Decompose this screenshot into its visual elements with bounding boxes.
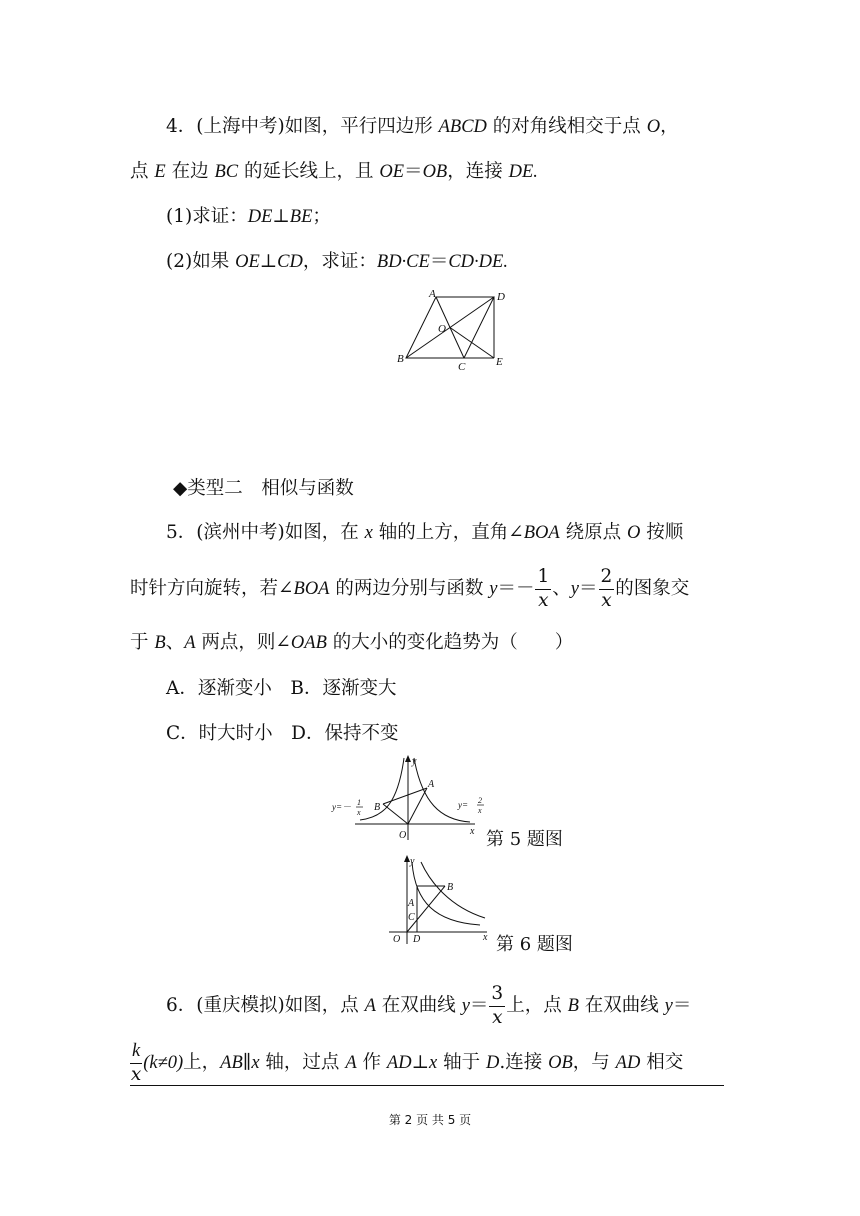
q5-line-3: 于 B、A 两点，则∠OAB 的大小的变化趋势为（ ） <box>130 632 574 653</box>
q5-fraction-neg: $\frac{1}{x}$ <box>537 566 550 611</box>
q6-label-y: y <box>410 856 415 867</box>
q6-label-x: x <box>483 932 488 943</box>
q5-curve-label-pos: y= <box>458 800 469 810</box>
q5-fraction-pos: $\frac{2}{x}$ <box>600 566 613 611</box>
q6-fraction-kx: $\frac{k}{x}$ <box>130 1041 142 1085</box>
page-footer: 第 2 页 共 5 页 <box>388 1113 472 1127</box>
q6-hyperbola-figure <box>385 852 495 947</box>
q5-options-cd: C．时大时小 D．保持不变 <box>166 723 399 744</box>
q4-sub-2: (2)如果 OE⊥CD，求证：BD·CE＝CD·DE. <box>166 251 508 272</box>
q6-label-B: B <box>447 882 454 893</box>
q4-parallelogram-figure <box>392 285 512 375</box>
q6-label-O: O <box>393 934 401 945</box>
q6-figure-caption: 第 6 题图 <box>496 934 573 955</box>
q5-label-O: O <box>399 830 407 841</box>
q5-label-A: A <box>428 779 435 790</box>
q6-line-1: 6．(重庆模拟)如图，点 A 在双曲线 y＝ $\frac{3}{x}$ 上，点 B 在双曲线 y＝ <box>166 983 692 1028</box>
q4-label-C: C <box>458 361 466 373</box>
q6-fraction-3x: $\frac{3}{x}$ <box>491 983 504 1028</box>
q6-label-C: C <box>408 912 415 923</box>
q6-label-A: A <box>408 898 415 909</box>
q4-label-B: B <box>397 353 404 365</box>
q5-curve-neg-den: x <box>357 808 361 817</box>
q5-options-ab: A．逐渐变小 B．逐渐变大 <box>166 678 397 699</box>
q4-line-1: 4．(上海中考)如图，平行四边形 ABCD 的对角线相交于点 O， <box>166 116 679 137</box>
q5-label-B: B <box>374 802 381 813</box>
q4-label-O: O <box>438 323 446 335</box>
q5-curve-pos-num: 2 <box>478 796 482 805</box>
q5-curve-neg-num: 1 <box>357 798 361 807</box>
type2-heading: ◆类型二 相似与函数 <box>173 478 354 499</box>
q5-figure-caption: 第 5 题图 <box>486 829 563 850</box>
q5-label-y: y <box>412 756 417 767</box>
q5-curve-pos-den: x <box>478 806 482 815</box>
q4-sub-1: (1)求证：DE⊥BE； <box>166 206 331 227</box>
page-bottom-rule <box>130 1085 724 1086</box>
q4-label-A: A <box>429 288 436 300</box>
q4-line-2: 点 E 在边 BC 的延长线上，且 OE＝OB，连接 DE. <box>130 161 538 182</box>
q6-line-2: $\frac{k}{x}$ (k≠0)上，AB∥x 轴，过点 A 作 AD⊥x 轴于 D.连接 OB，与 AD 相交 <box>130 1041 684 1085</box>
q4-label-D: D <box>497 291 505 303</box>
q5-hyperbola-figure <box>330 752 490 847</box>
q5-line-1: 5．(滨州中考)如图，在 x 轴的上方，直角∠BOA 绕原点 O 按顺 <box>166 522 684 543</box>
q6-label-D: D <box>413 934 421 945</box>
q5-label-x: x <box>470 826 475 837</box>
q4-label-E: E <box>496 356 503 368</box>
q5-curve-label-neg: y=－ <box>332 802 352 812</box>
q5-line-2: 时针方向旋转，若∠BOA 的两边分别与函数 y＝－ $\frac{1}{x}$ 、y＝ $\frac{2}{x}$ 的图象交 <box>130 566 690 611</box>
